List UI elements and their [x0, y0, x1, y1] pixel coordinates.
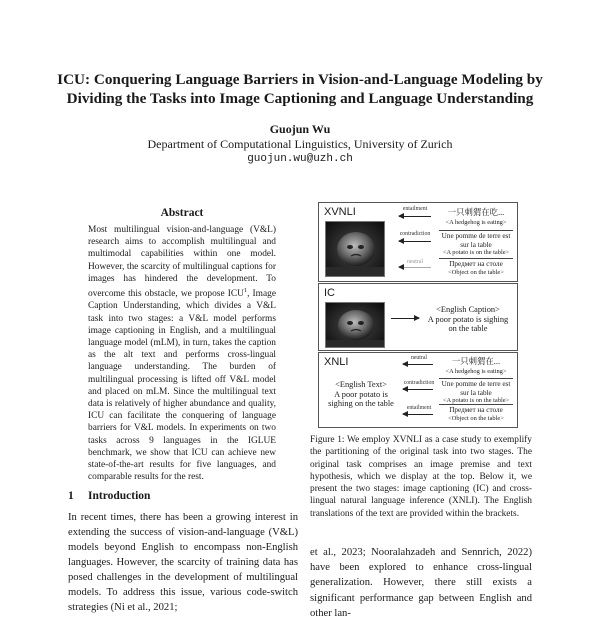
hypothesis-translation: <A potato is on the table> — [442, 397, 510, 405]
arrow-contradiction — [399, 241, 431, 242]
right-column-text: et al., 2023; Nooralahzadeh and Sennrich, 2022) have been explored to enhance cross-lingual generalization. However, there still exists a significant performance gap between English and other lan- — [310, 547, 532, 619]
hypothesis-french — [439, 230, 513, 258]
arrow-neutral — [403, 364, 433, 365]
hypothesis-native: 一只刺猬在吃... — [447, 208, 505, 217]
author-name: Guojun Wu — [269, 122, 331, 136]
hypothesis-native: Une pomme de terre est sur la table — [441, 232, 511, 249]
author-email[interactable]: guojun.wu@uzh.ch — [247, 153, 353, 165]
hypothesis-native: Предмет на столе — [449, 260, 503, 268]
hypothesis-russian — [439, 404, 513, 423]
hypothesis-french — [439, 378, 513, 406]
hypothesis-translation: <A hedgehog is eating> — [445, 367, 507, 375]
section-number: 1 — [68, 490, 74, 502]
footnote-marker[interactable]: 1 — [243, 287, 248, 295]
figure-1 — [318, 202, 518, 426]
panel-label-ic: IC — [324, 287, 335, 299]
caption-label: <English Caption> — [436, 305, 500, 314]
abstract-body-continued: , Image Caption Understanding, which divides a V&L task into two stages: a V&L model performs image captioning in English, and a multilingual language model (mLM), in turn, takes the caption as the alt text and performs cross-lingual language understanding. The burden of multilingual processing is lifted off V&L model and placed on mLM. Since the multilingual text data is relatively of higher abundance and quality, ICU can facilitate the conquering of language barriers for V&L models. In experiments on two tasks across 9 languages in the IGLUE benchmark, we show that ICU can achieve new state-of-the-art results for five languages, and comparable results for the rest. — [88, 289, 276, 483]
arrow-entailment — [399, 216, 431, 217]
english-premise — [323, 379, 399, 409]
arrow-contradiction — [403, 389, 433, 390]
premise-label: <English Text> — [335, 380, 387, 389]
hypothesis-translation: <Object on the table> — [448, 414, 504, 422]
potato-illustration — [326, 303, 384, 347]
introduction-text: In recent times, there has been a growing interest in extending the success of vision-and-language (V&L) models beyond English to encompass non-English languages. However, the scarcity of training data has posed challenges in the development of multilingual models. To address this issue, various code-switch strategies (Ni et al., 2021; — [68, 512, 298, 613]
potato-image — [325, 302, 385, 348]
arrow-label-contradiction: contradiction — [403, 380, 435, 386]
arrow-label-entailment: entailment — [406, 405, 432, 411]
arrow-label-contradiction: contradiction — [399, 231, 431, 237]
panel-ic — [318, 283, 518, 351]
hypothesis-native: Предмет на столе — [449, 406, 503, 414]
potato-image — [325, 221, 385, 277]
panel-label-xvnli: XVNLI — [324, 206, 356, 218]
hypothesis-chinese — [439, 356, 513, 376]
hypothesis-native: Une pomme de terre est sur la table — [441, 380, 511, 397]
author-affiliation: Department of Computational Linguistics, University of Zurich — [147, 137, 453, 151]
arrow-label-entailment: entailment — [402, 206, 428, 212]
english-caption — [423, 304, 513, 334]
premise-text: A poor potato is sighing on the table — [328, 389, 394, 408]
potato-illustration — [326, 222, 384, 276]
paper-title: ICU: Conquering Language Barriers in Vision-and-Language Modeling by Dividing the Tasks into Image Captioning and Language Understanding — [57, 71, 543, 107]
hypothesis-russian — [439, 258, 513, 277]
abstract-body: Most multilingual vision-and-language (V&L) research aims to accomplish multilingual and multimodal capabilities within one model. However, the scarcity of multilingual captions for images has hindered the development. To overcome this obstacle, we propose ICU — [88, 225, 276, 300]
panel-label-xnli: XNLI — [324, 356, 349, 368]
arrow-entailment — [403, 414, 433, 415]
introduction-heading — [68, 490, 150, 502]
arrow-neutral — [399, 267, 431, 268]
panel-xvnli — [318, 202, 518, 282]
abstract-heading: Abstract — [160, 207, 204, 219]
hypothesis-native: 一只刺猬在... — [451, 357, 501, 366]
hypothesis-chinese — [439, 207, 513, 227]
hypothesis-translation: <Object on the table> — [448, 268, 504, 276]
hypothesis-translation: <A potato is on the table> — [442, 249, 510, 257]
arrow-label-neutral: neutral — [410, 355, 428, 361]
captioning-arrow — [391, 318, 419, 319]
caption-text: A poor potato is sighing on the table — [427, 314, 509, 333]
panel-xnli — [318, 352, 518, 428]
section-title: Introduction — [88, 490, 151, 502]
abstract-text — [88, 224, 276, 483]
hypothesis-translation: <A hedgehog is eating> — [445, 218, 507, 226]
arrow-label-neutral: neutral — [406, 259, 424, 265]
figure-caption: Figure 1: We employ XVNLI as a case study to exemplify the partitioning of the original task into two stages. The original task comprises an image premise and text hypothesis, which we display at the top. Below it, we present the two stages: image captioning (IC) and cross-lingual natural language inference (XNLI). The English translations of the text are provided within the brackets. — [310, 435, 532, 519]
